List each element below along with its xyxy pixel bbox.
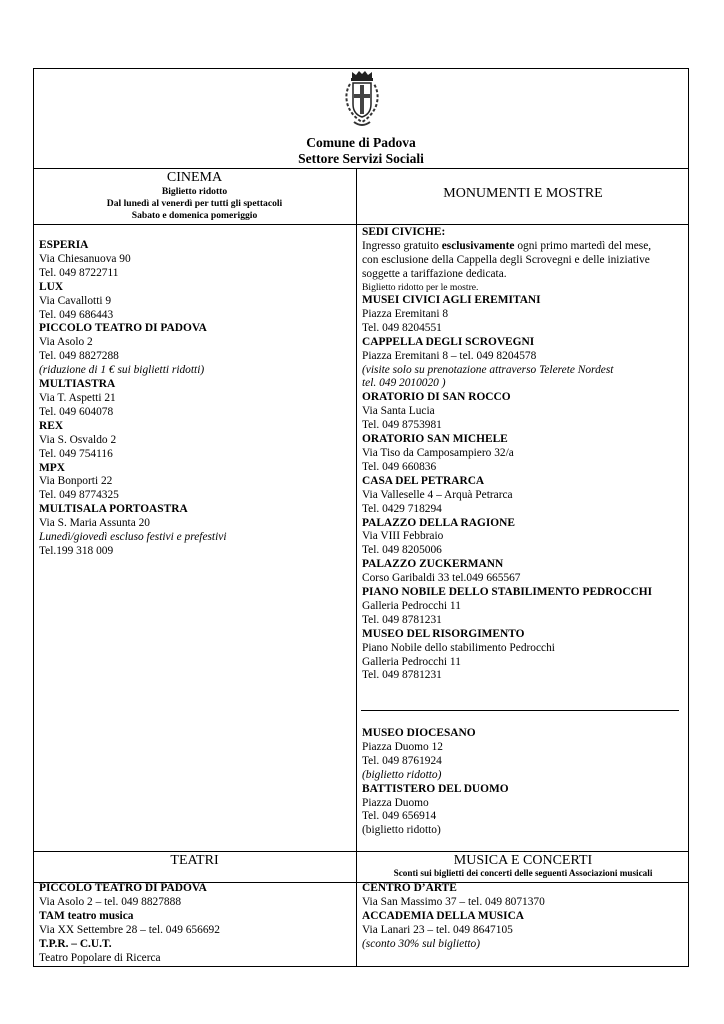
- cinema-header: [33, 170, 356, 222]
- list-item: MUSEO DEL RISORGIMENTO: [362, 627, 525, 640]
- intro-line3: soggette a tariffazione dedicata.: [362, 267, 507, 280]
- list-item: Tel. 049 8781231: [362, 613, 442, 626]
- list-item: MUSEI CIVICI AGLI EREMITANI: [362, 294, 541, 306]
- list-item: Galleria Pedrocchi 11: [362, 655, 461, 668]
- list-item: CAPPELLA DEGLI SCROVEGNI: [362, 335, 535, 348]
- list-item: Tel. 049 8205006: [362, 544, 442, 557]
- list-item: Tel. 049 8774325: [39, 489, 119, 502]
- list-item: PALAZZO DELLA RAGIONE: [362, 516, 515, 529]
- list-item: Via S. Maria Assunta 20: [39, 517, 150, 530]
- list-item: Via VIII Febbraio: [362, 530, 444, 543]
- list-item: Lunedì/giovedì escluso festivi e prefestivi: [39, 531, 227, 544]
- column-divider: [356, 168, 357, 967]
- musica-header: [357, 853, 689, 879]
- list-item: Teatro Popolare di Ricerca: [39, 951, 161, 964]
- cinema-sub1: Biglietto ridotto: [161, 186, 228, 197]
- teatri-list: [39, 882, 220, 965]
- musica-list: [362, 882, 545, 952]
- intro-line4: Biglietto ridotto per le mostre.: [362, 281, 479, 293]
- header-line2: Settore Servizi Sociali: [298, 151, 424, 166]
- list-item: MULTISALA PORTOASTRA: [39, 503, 188, 516]
- list-item: tel. 049 2010020 ): [362, 377, 446, 390]
- list-item: Piazza Eremitani 8 – tel. 049 8204578: [362, 349, 537, 362]
- list-item: Piazza Duomo: [362, 796, 429, 809]
- list-item: Tel. 049 8753981: [362, 419, 442, 432]
- list-item: ESPERIA: [39, 239, 89, 251]
- coat-of-arms-icon: [340, 70, 384, 134]
- cinema-sub2: Dal lunedì al venerdì per tutti gli spettacoli: [106, 198, 283, 209]
- list-item: CASA DEL PETRARCA: [362, 474, 485, 487]
- section-rule: [361, 710, 679, 711]
- list-item: Via Cavallotti 9: [39, 294, 112, 307]
- list-item: Via Chiesanuova 90: [39, 252, 131, 265]
- list-item: Tel.199 318 009: [39, 544, 114, 557]
- cinema-sub3: Sabato e domenica pomeriggio: [131, 210, 258, 221]
- monumenti-list-2: [362, 727, 509, 838]
- list-item: Piazza Eremitani 8: [362, 307, 449, 320]
- list-item: CENTRO D’ARTE: [362, 882, 457, 894]
- list-item: Tel. 049 8827288: [39, 350, 119, 363]
- list-item: PICCOLO TEATRO DI PADOVA: [39, 882, 207, 894]
- sedi-label: SEDI CIVICHE:: [362, 226, 446, 238]
- list-item: Via Asolo 2: [39, 336, 93, 349]
- list-item: Tel. 049 8722711: [39, 266, 119, 279]
- monumenti-list: [362, 294, 652, 683]
- intro-line1: Ingresso gratuito esclusivamente ogni primo martedì del mese,: [362, 239, 652, 252]
- list-item: Via XX Settembre 28 – tel. 049 656692: [39, 923, 220, 936]
- list-item: Tel. 049 656914: [362, 810, 437, 823]
- list-item: BATTISTERO DEL DUOMO: [362, 782, 509, 795]
- list-item: Tel. 049 660836: [362, 460, 437, 473]
- list-item: PIANO NOBILE DELLO STABILIMENTO PEDROCCHI: [362, 586, 653, 599]
- list-item: Via San Massimo 37 – tel. 049 8071370: [362, 895, 545, 908]
- header: [33, 135, 689, 167]
- list-item: Tel. 049 8761924: [362, 754, 442, 767]
- list-item: LUX: [39, 280, 64, 293]
- list-item: T.P.R. – C.U.T.: [39, 937, 112, 950]
- list-item: Piazza Duomo 12: [362, 740, 443, 753]
- musica-title: MUSICA E CONCERTI: [453, 853, 593, 868]
- list-item: Via T. Aspetti 21: [39, 391, 116, 404]
- intro-line2: con esclusione della Cappella degli Scrovegni e delle iniziative: [362, 253, 650, 266]
- list-item: MULTIASTRA: [39, 378, 116, 391]
- list-item: (sconto 30% sul biglietto): [362, 937, 481, 950]
- monumenti-title: MONUMENTI E MOSTRE: [443, 186, 603, 201]
- list-item: Via Bonporti 22: [39, 475, 113, 488]
- list-item: Via Santa Lucia: [362, 405, 435, 418]
- list-item: ORATORIO SAN MICHELE: [362, 433, 508, 446]
- divider: [33, 851, 689, 852]
- divider: [33, 224, 689, 225]
- list-item: Galleria Pedrocchi 11: [362, 599, 461, 612]
- header-line1: Comune di Padova: [306, 135, 416, 150]
- monumenti-intro: [362, 226, 651, 294]
- list-item: (visite solo su prenotazione attraverso Telerete Nordest: [362, 363, 614, 376]
- list-item: Tel. 0429 718294: [362, 502, 442, 515]
- list-item: (riduzione di 1 € sui biglietti ridotti): [39, 364, 205, 377]
- cinema-list: [39, 239, 226, 559]
- list-item: Tel. 049 754116: [39, 447, 113, 460]
- list-item: Tel. 049 8781231: [362, 669, 442, 682]
- list-item: Via Asolo 2 – tel. 049 8827888: [39, 895, 182, 908]
- list-item: Via Tiso da Camposampiero 32/a: [362, 446, 514, 459]
- list-item: Tel. 049 604078: [39, 405, 114, 418]
- cinema-title: CINEMA: [166, 170, 223, 185]
- list-item: PICCOLO TEATRO DI PADOVA: [39, 322, 207, 335]
- teatri-title: TEATRI: [170, 853, 219, 868]
- list-item: Tel. 049 8204551: [362, 321, 442, 334]
- list-item: Piano Nobile dello stabilimento Pedrocchi: [362, 641, 555, 654]
- list-item: ORATORIO DI SAN ROCCO: [362, 391, 511, 404]
- list-item: TAM teatro musica: [39, 909, 134, 922]
- musica-sub: Sconti sui biglietti dei concerti delle seguenti Associazioni musicali: [393, 868, 653, 878]
- divider: [33, 168, 689, 169]
- list-item: MUSEO DIOCESANO: [362, 727, 476, 739]
- list-item: ACCADEMIA DELLA MUSICA: [362, 909, 525, 922]
- list-item: PALAZZO ZUCKERMANN: [362, 558, 504, 571]
- list-item: MPX: [39, 461, 65, 474]
- list-item: Via Valleselle 4 – Arquà Petrarca: [362, 488, 513, 501]
- list-item: Tel. 049 686443: [39, 308, 114, 321]
- list-item: Via Lanari 23 – tel. 049 8647105: [362, 923, 513, 936]
- list-item: REX: [39, 419, 64, 432]
- list-item: Via S. Osvaldo 2: [39, 433, 117, 446]
- list-item: (biglietto ridotto): [362, 768, 442, 781]
- list-item: Corso Garibaldi 33 tel.049 665567: [362, 572, 521, 585]
- list-item: (biglietto ridotto): [362, 824, 441, 837]
